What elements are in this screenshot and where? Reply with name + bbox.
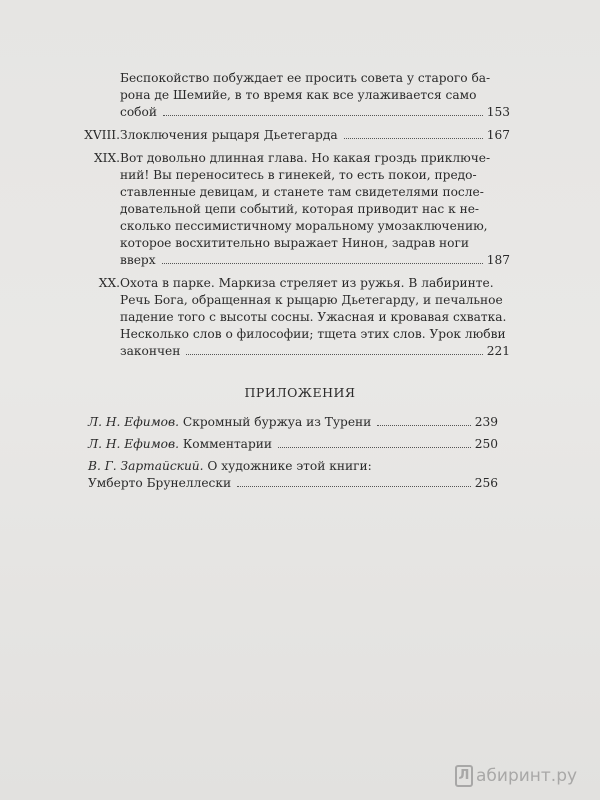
chapter-line: собой	[120, 105, 157, 119]
page-number: 167	[486, 128, 510, 142]
chapter-line: сколько пессимистичному моральному умозаключению,	[120, 219, 488, 233]
chapter-line: Охота в парке. Маркиза стреляет из ружья. В лабиринте.	[120, 276, 494, 290]
dot-leader	[237, 485, 471, 487]
chapter-last-line	[120, 104, 510, 121]
chapter-line: закончен	[120, 344, 181, 358]
page-number: 153	[486, 105, 510, 119]
chapter-line: вверх	[120, 253, 156, 267]
chapter-text	[120, 275, 510, 360]
chapter-number: XIX.	[93, 151, 120, 165]
page-number: 256	[474, 476, 498, 490]
chapter-line: которое восхитительно выражает Нинон, задрав ноги	[120, 236, 470, 250]
chapter-last-line	[120, 343, 510, 360]
dot-leader	[377, 424, 470, 426]
appendix-title: Умберто Брунеллески	[88, 476, 232, 490]
dot-leader	[162, 262, 483, 264]
chapter-line: рона де Шемийе, в то время как все улаживается само	[120, 88, 477, 102]
appendix-line	[88, 458, 498, 475]
labirint-watermark	[455, 765, 577, 787]
appendix-title: Скромный буржуа из Турени	[182, 415, 372, 429]
dot-leader	[278, 446, 471, 448]
chapter-text	[120, 150, 510, 269]
dot-leader	[186, 353, 482, 355]
toc-entry	[70, 127, 510, 144]
appendix-list	[88, 414, 498, 497]
chapter-text	[120, 70, 510, 121]
appendix-title: О художнике этой книги:	[207, 459, 372, 473]
page-number: 221	[486, 344, 510, 358]
appendix-author: В. Г. Зартайский.	[88, 459, 204, 473]
appendix-entry	[88, 436, 498, 453]
appendix-last-line	[88, 436, 498, 453]
appendix-author: Л. Н. Ефимов.	[88, 415, 179, 429]
toc-entry	[70, 275, 510, 360]
toc-entry	[70, 150, 510, 269]
dot-leader	[344, 137, 483, 139]
chapter-line: довательной цепи событий, которая приводит нас к не-	[120, 202, 480, 216]
chapter-text	[120, 127, 510, 144]
page-number: 239	[474, 415, 498, 429]
chapter-number: XX.	[98, 276, 120, 290]
appendix-last-line	[88, 414, 498, 431]
chapter-line: ний! Вы переноситесь в гинекей, то есть покои, предо-	[120, 168, 477, 182]
toc-entry	[70, 70, 510, 121]
chapter-line: падение того с высоты сосны. Ужасная и кровавая схватка.	[120, 310, 507, 324]
appendix-title: Комментарии	[182, 437, 272, 451]
watermark-text: абиринт.ру	[476, 766, 578, 786]
chapter-line: Беспокойство побуждает ее просить совета у старого ба-	[120, 71, 491, 85]
chapter-line: Несколько слов о философии; тщета этих слов. Урок любви	[120, 327, 506, 341]
page-number: 250	[474, 437, 498, 451]
appendix-entry	[88, 414, 498, 431]
table-of-contents	[70, 70, 510, 366]
chapter-last-line	[120, 127, 510, 144]
page-number: 187	[486, 253, 510, 267]
labirint-logo-icon: Л	[455, 765, 473, 787]
appendix-last-line	[88, 475, 498, 492]
chapter-line: Вот довольно длинная глава. Но какая гроздь приключе-	[120, 151, 491, 165]
chapter-last-line	[120, 252, 510, 269]
chapter-number: XVIII.	[84, 128, 120, 142]
appendix-author: Л. Н. Ефимов.	[88, 437, 179, 451]
chapter-line: Речь Бога, обращенная к рыцарю Дьетегарду, и печальное	[120, 293, 503, 307]
appendix-entry	[88, 458, 498, 492]
dot-leader	[163, 114, 483, 116]
chapter-line: Злоключения рыцаря Дьетегарда	[120, 128, 338, 142]
chapter-line: ставленные девицам, и станете там свидетелями после-	[120, 185, 484, 199]
appendix-heading: ПРИЛОЖЕНИЯ	[244, 385, 356, 400]
